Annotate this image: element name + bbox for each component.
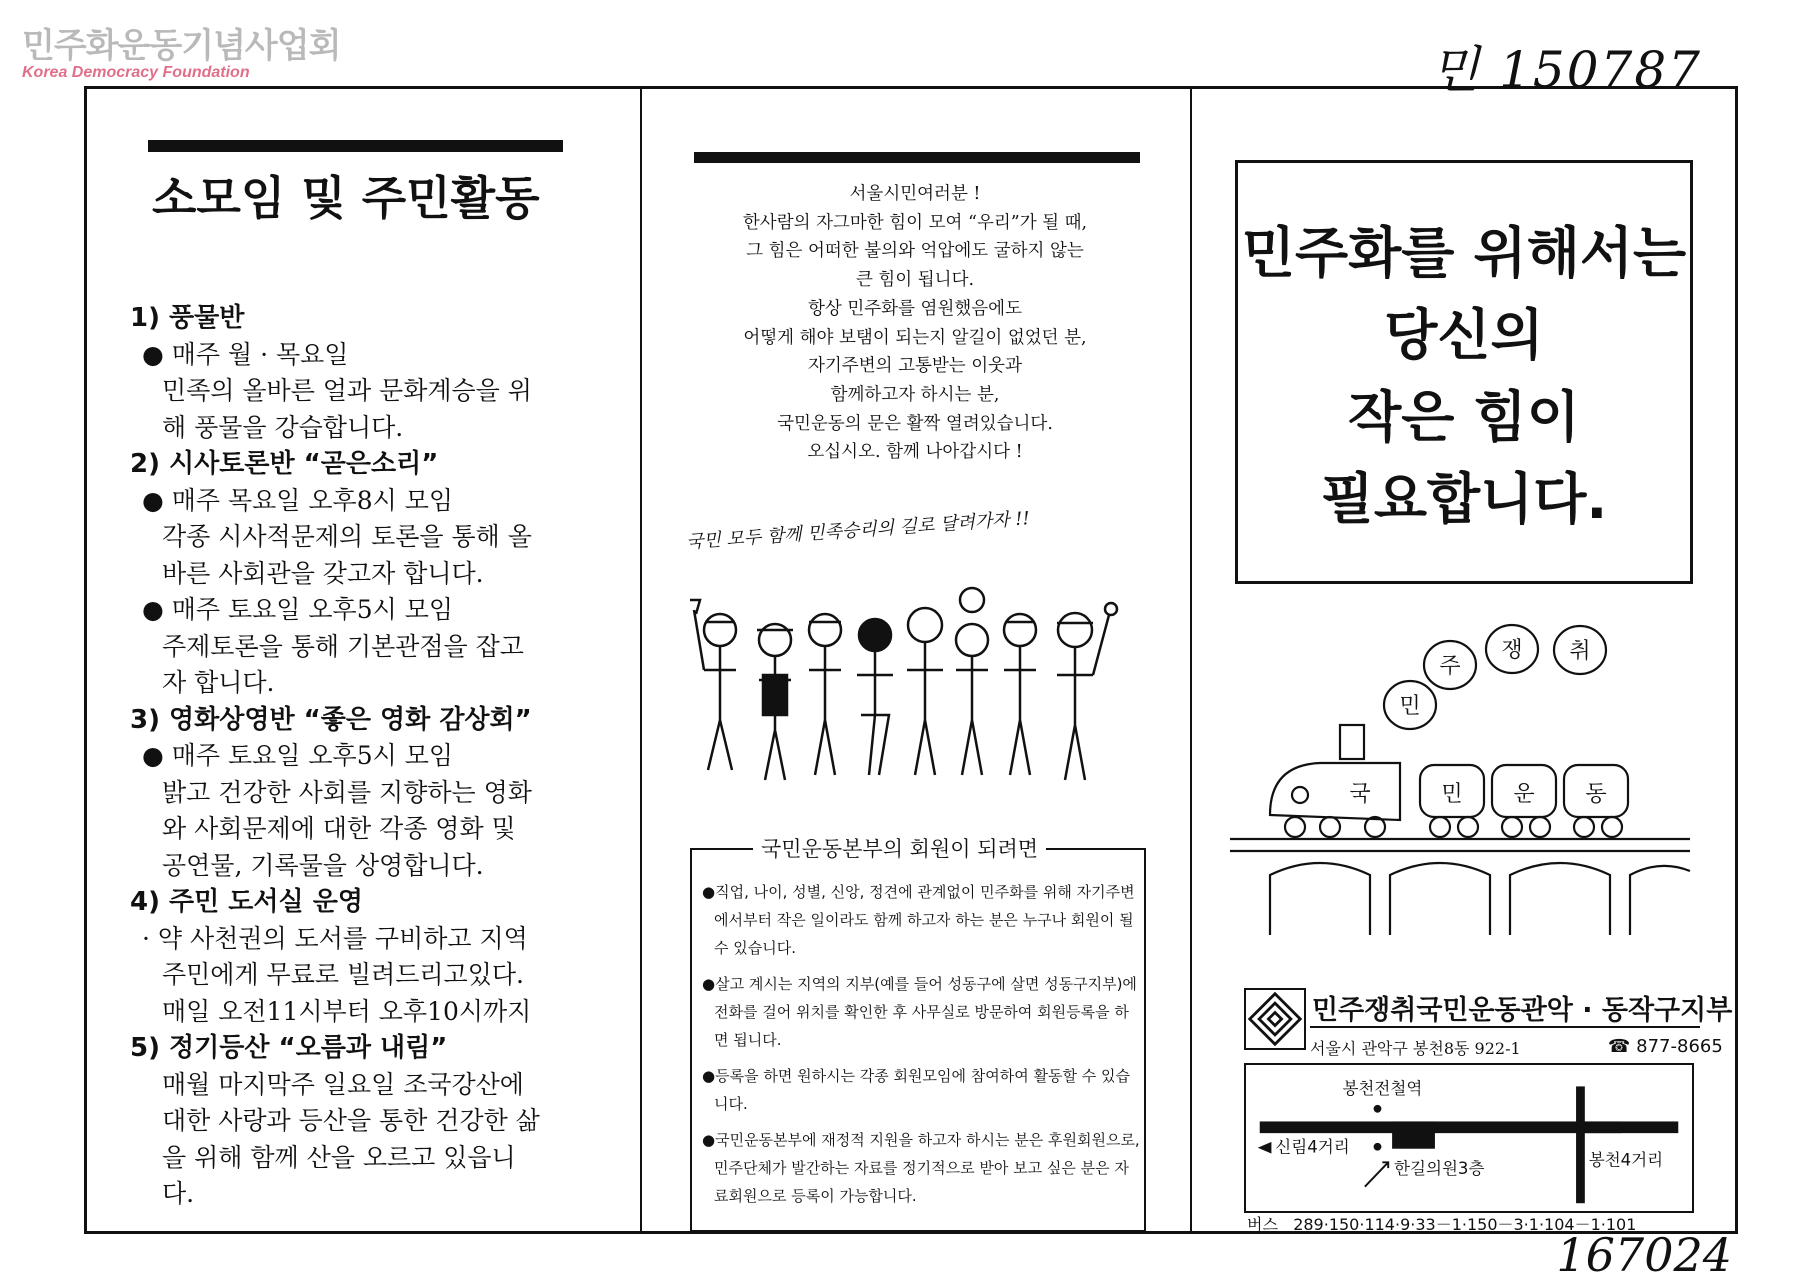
activity-heading: 5) 정기등산 “오름과 내림” (130, 1033, 448, 1063)
bus-label: 버스 (1247, 1215, 1278, 1234)
membership-items (702, 878, 1140, 1218)
membership-box-title: 국민운동본부의 회원이 되려면 (753, 833, 1046, 863)
activity-heading: 2) 시사토론반 “곧은소리” (130, 449, 439, 479)
activity-line: 주민에게 무료로 빌려드리고있다. (162, 960, 524, 989)
activity-line: ● 매주 토요일 오후5시 모임 (142, 595, 454, 624)
headline-line: 민주화를 위해서는 (1241, 221, 1687, 285)
map-left-label: 신림4거리 (1275, 1137, 1350, 1157)
activity-line: 와 사회문제에 대한 각종 영화 및 (162, 814, 516, 843)
activity-line: 주제토론을 통해 기본관점을 잡고 (162, 631, 524, 661)
march-slogan: 국민 모두 함께 민족승리의 길로 달려가자 !! (685, 507, 1031, 553)
activity-heading: 4) 주민 도서실 운영 (130, 887, 363, 917)
activity-line: ● 매주 목요일 오후8시 모임 (142, 485, 454, 515)
fold-line-left (640, 86, 642, 1234)
activity-line: 바른 사회관을 갖고자 합니다. (162, 558, 484, 588)
activity-line: ● 매주 월 · 목요일 (142, 339, 349, 369)
intro-line: 큰 힘이 됩니다. (855, 270, 975, 291)
watermark-korean: 민주화운동기념사업회 (22, 26, 341, 66)
train-syllable-4: 동 (1585, 782, 1607, 807)
activity-line: 해 풍물을 강습합니다. (162, 412, 404, 442)
activity-line: ● 매주 토요일 오후5시 모임 (142, 741, 454, 770)
activity-heading: 3) 영화상영반 “좋은 영화 감상회” (130, 704, 532, 735)
activity-line: 자 합니다. (162, 668, 275, 697)
activity-heading: 1) 풍물반 (130, 303, 245, 333)
activity-line: 매일 오전11시부터 오후10시까지 (162, 996, 532, 1026)
organization-underline (1310, 1026, 1700, 1028)
membership-item: ●살고 계시는 지역의 지부(예를 들어 성동구에 살면 성동구지부)에 전화를 걸어 위치를 확인한 후 사무실로 방문하여 회원등록을 하면 됩니다. (702, 975, 1137, 1049)
train-syllable-3: 운 (1513, 782, 1535, 807)
activity-line: 을 위해 함께 산을 오르고 있읍니 (162, 1142, 516, 1172)
intro-line: 자기주변의 고통받는 이웃과 (808, 356, 1022, 377)
headline-line: 필요합니다. (1320, 467, 1608, 531)
intro-line: 그 힘은 어떠한 불의와 억압에도 굴하지 않는 (746, 241, 1084, 262)
map-station-label: 봉천전철역 (1342, 1079, 1423, 1099)
smoke-syllable-2: 주 (1439, 654, 1461, 679)
activity-line: 각종 시사적문제의 토론을 통해 올 (162, 522, 532, 551)
intro-line: 어떻게 해야 보탬이 되는지 알길이 없었던 분, (743, 327, 1087, 348)
watermark-english: Korea Democracy Foundation (22, 64, 250, 81)
archive-number-top: 민 150787 (1430, 41, 1702, 99)
activity-line: 밝고 건강한 사회를 지향하는 영화 (162, 777, 532, 807)
membership-item: ●직업, 나이, 성별, 신앙, 정견에 관계없이 민주화를 위해 자기주변에서부터 작은 일이라도 함께 하고자 하는 분은 누구나 회원이 될 수 있습니다. (702, 883, 1135, 957)
bus-info (1247, 1212, 1636, 1235)
organization-address: 서울시 관악구 봉천8동 922-1 (1310, 1039, 1521, 1058)
headline-line: 당신의 (1384, 303, 1544, 367)
fold-line-right (1190, 86, 1192, 1234)
organization-phone (1608, 1036, 1723, 1057)
headline (1238, 212, 1690, 540)
intro-line: 함께하고자 하시는 분, (830, 384, 1000, 405)
organization-name: 민주쟁취국민운동관악 · 동작구지부 (1312, 995, 1733, 1026)
intro-message (680, 180, 1150, 467)
panel2-title-bar (694, 152, 1140, 163)
activity-line: 매월 마지막주 일요일 조국강산에 (162, 1069, 524, 1099)
phone-number: 877-8665 (1636, 1036, 1723, 1057)
train-syllable-2: 민 (1441, 782, 1463, 807)
smoke-syllable-3: 쟁 (1501, 638, 1523, 663)
panel1-title: 소모임 및 주민활동 (152, 171, 540, 225)
intro-line: 서울시민여러분 ! (849, 184, 981, 204)
intro-line: 한사람의 자그마한 힘이 모여 “우리”가 될 때, (742, 212, 1088, 233)
train-syllable-1: 국 (1349, 782, 1371, 807)
membership-item: ●등록을 하면 원하시는 각종 회원모임에 참여하여 활동할 수 있습니다. (702, 1067, 1130, 1113)
map-building-label: 한길의원3층 (1394, 1159, 1485, 1179)
activity-line: 대한 사랑과 등산을 통한 건강한 삶 (162, 1106, 540, 1135)
archive-number-bottom: 167024 (1556, 1228, 1732, 1282)
smoke-syllable-4: 취 (1569, 639, 1591, 664)
map-right-label: 봉천4거리 (1588, 1150, 1664, 1170)
panel1-title-bar (148, 140, 563, 152)
phone-icon: ☎ (1608, 1036, 1637, 1057)
organization-logo-icon (1244, 988, 1306, 1050)
activity-line: 공연물, 기록물을 상영합니다. (162, 850, 484, 880)
democracy-train-illustration (1210, 615, 1720, 935)
smoke-syllable-1: 민 (1399, 694, 1421, 719)
headline-line: 작은 힘이 (1348, 385, 1580, 449)
activities-list (130, 300, 570, 1213)
bus-routes: 289·150·114·9·33－1·150－3·1·104－1·101 (1293, 1215, 1637, 1234)
marching-people-illustration (680, 570, 1140, 820)
activity-line: · 약 사천권의 도서를 구비하고 지역 (142, 923, 528, 953)
intro-line: 오십시오. 함께 나아갑시다 ! (807, 442, 1023, 463)
intro-line: 항상 민주화를 염원했음에도 (808, 298, 1022, 319)
activity-line: 다. (162, 1179, 195, 1208)
intro-line: 국민운동의 문은 활짝 열려있습니다. (777, 413, 1053, 434)
membership-item: ●국민운동본부에 재정적 지원을 하고자 하시는 분은 후원회원으로, 민주단체가 발간하는 자료를 정기적으로 받아 보고 싶은 분은 자료회원으로 등록이 가능합니다. (702, 1131, 1140, 1205)
location-map (1244, 1063, 1694, 1213)
activity-line: 민족의 올바른 얼과 문화계승을 위 (162, 376, 532, 405)
